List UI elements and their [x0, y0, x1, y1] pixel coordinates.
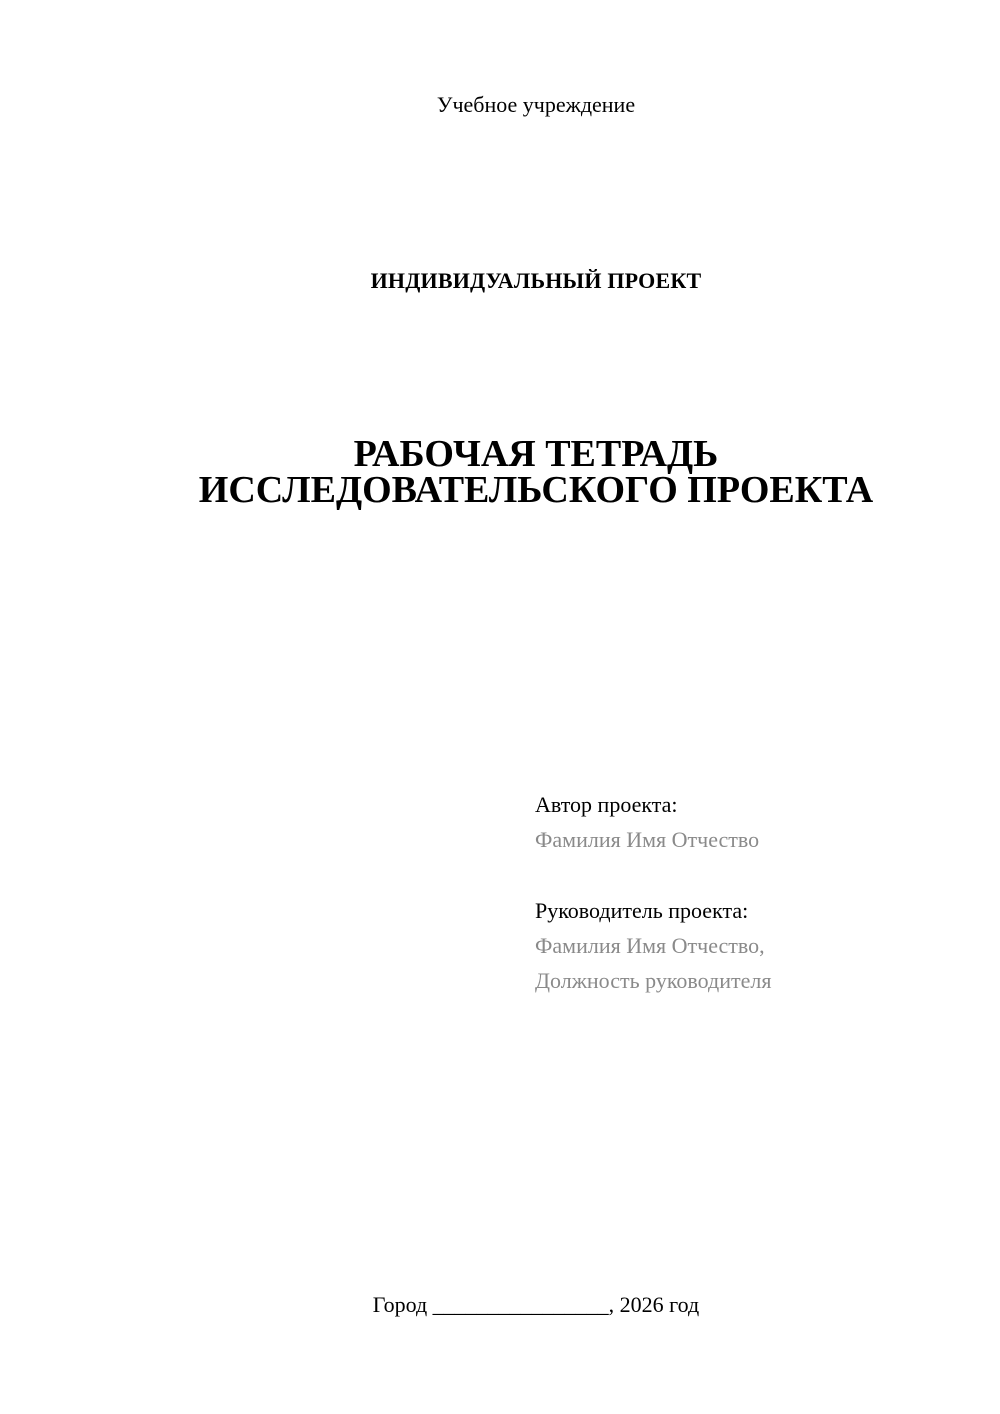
project-participants — [535, 787, 975, 998]
supervisor-position: Должность руководителя — [535, 968, 772, 993]
supervisor-name: Фамилия Имя Отчество, — [535, 933, 765, 958]
author-label: Автор проекта: — [535, 792, 678, 817]
project-type-heading: ИНДИВИДУАЛЬНЫЙ ПРОЕКТ — [370, 268, 702, 293]
city-year-line: Город ________________, 2026 год — [372, 1292, 700, 1317]
document-title-line-1: РАБОЧАЯ ТЕТРАДЬ — [353, 433, 719, 475]
author-name: Фамилия Имя Отчество — [535, 827, 760, 852]
spacer — [535, 857, 975, 893]
institution-name: Учебное учреждение — [436, 92, 636, 117]
document-title — [0, 433, 1000, 511]
document-title-line-2: ИССЛЕДОВАТЕЛЬСКОГО ПРОЕКТА — [198, 469, 874, 511]
supervisor-label: Руководитель проекта: — [535, 898, 749, 923]
